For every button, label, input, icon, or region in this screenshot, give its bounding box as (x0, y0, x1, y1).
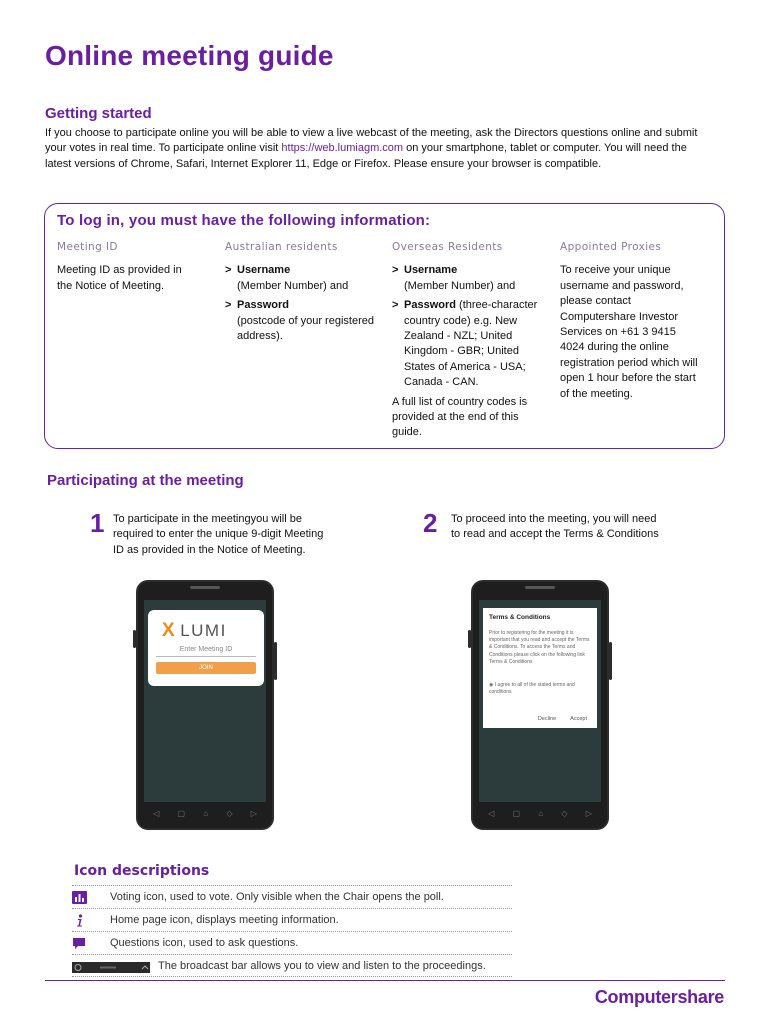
decline-button[interactable]: Decline (537, 716, 557, 722)
computershare-logo: Computershare (594, 987, 724, 1007)
proxies-head: Appointed Proxies (560, 241, 662, 253)
broadcast-bar-description: The broadcast bar allows you to view and listen to the proceedings. (158, 960, 486, 972)
questions-icon (72, 937, 87, 950)
icon-descriptions-heading: Icon descriptions (74, 863, 210, 879)
getting-started-heading: Getting started (45, 105, 152, 122)
footer-divider (45, 980, 725, 981)
accept-button[interactable]: Accept (570, 716, 587, 722)
menu-icon: ◇ (226, 808, 233, 818)
arrow-icon: > (392, 299, 399, 312)
phone-speaker (525, 586, 555, 589)
login-heading: To log in, you must have the following information: (57, 212, 431, 229)
phone-terms (471, 580, 609, 830)
list-item (72, 954, 512, 977)
arrow-icon: > (225, 299, 232, 312)
phone-side-button (274, 642, 277, 680)
arrow-icon: > (392, 264, 399, 277)
meeting-id-column (57, 240, 197, 294)
back-icon: ◁ (488, 808, 495, 818)
phone-side-button (468, 630, 471, 648)
meeting-id-field[interactable] (156, 656, 256, 657)
australian-username: > Username (Member Number) and (225, 263, 375, 294)
phone-nav-bar (479, 806, 601, 820)
proxies-text: To receive your unique username and password, please contact Computershare Investor Services on +61 3 9415 4024 during the online registration period which will open 1 hour before the start of the meeting. (560, 264, 698, 400)
terms-title: Terms & Conditions (489, 614, 551, 621)
terms-dialog (483, 608, 597, 728)
forward-icon: ▷ (585, 808, 592, 818)
australian-head: Australian residents (225, 241, 338, 253)
meeting-id-text: Meeting ID as provided in the Notice of Meeting. (57, 264, 182, 292)
terms-body: Prior to registering for the meeting it is important that you read and accept the Terms & Conditions. To access the Terms and Conditions please click on the following link Terms & Conditions (489, 630, 590, 665)
overseas-head: Overseas Residents (392, 241, 503, 253)
phone-screen (479, 600, 601, 802)
questions-icon-description: Questions icon, used to ask questions. (110, 937, 299, 949)
list-item (72, 908, 512, 931)
home-icon: ⌂ (538, 808, 544, 818)
lumi-link[interactable]: https://web.lumiagm.com (281, 142, 404, 155)
proxies-column (560, 240, 700, 402)
getting-started-text: If you choose to participate online you will be able to view a live webcast of the meeting, ask the Directors questions online and submit your votes in real time. To participate online visit https://web.lumiagm.com on your smartphone, tablet or computer. You will need the latest versions of Chrome, Safari, Internet Explorer 11, Edge or Firefox. Please ensure your browser is compatible. (45, 127, 698, 170)
lumi-login-card (148, 610, 264, 686)
meeting-id-label: Enter Meeting ID (179, 646, 233, 653)
terms-actions (538, 716, 587, 722)
phone-speaker (190, 586, 220, 589)
forward-icon: ▷ (250, 808, 257, 818)
australian-column (225, 240, 375, 348)
step-1-number: 1 (90, 508, 105, 538)
phone-screen (144, 600, 266, 802)
phone-side-button (133, 630, 136, 648)
list-item (72, 931, 512, 954)
broadcast-bar-icon (72, 961, 150, 974)
home-info-icon (72, 914, 87, 927)
voting-icon (72, 891, 87, 904)
overseas-note: A full list of country codes is provided at the end of this guide. (392, 395, 528, 439)
home-icon-description: Home page icon, displays meeting information. (110, 914, 339, 926)
phone-side-button (609, 642, 612, 680)
home-icon: ⌂ (203, 808, 209, 818)
arrow-icon: > (225, 264, 232, 277)
terms-checkbox[interactable]: ◉ I agree to all of the stated terms and conditions (489, 682, 575, 696)
login-info-box (44, 203, 725, 449)
lumi-logo: X LUMI (162, 620, 227, 641)
participating-heading: Participating at the meeting (47, 472, 244, 489)
voting-icon-description: Voting icon, used to vote. Only visible when the Chair opens the poll. (110, 891, 444, 903)
phone-nav-bar (144, 806, 266, 820)
step-2-number: 2 (423, 508, 438, 538)
menu-icon: ◇ (561, 808, 568, 818)
overseas-column (392, 240, 552, 441)
back-icon: ◁ (153, 808, 160, 818)
recent-icon: ▢ (512, 808, 521, 818)
overseas-username: > Username (Member Number) and (392, 263, 552, 294)
join-button[interactable]: JOIN (156, 662, 256, 674)
overseas-password: > Password (three-character country code) e.g. New Zealand - NZL; United Kingdom - GBR; United States of America - USA; Canada - CAN. (392, 298, 552, 390)
australian-password: > Password (postcode of your registered address). (225, 298, 375, 344)
list-item (72, 885, 512, 908)
meeting-id-head: Meeting ID (57, 241, 118, 253)
recent-icon: ▢ (177, 808, 186, 818)
phone-meeting-id (136, 580, 274, 830)
step-1-text: To participate in the meetingyou will be required to enter the unique 9-digit Meeting ID as provided in the Notice of Meeting. (113, 513, 324, 556)
page-title: Online meeting guide (45, 40, 334, 71)
icon-descriptions-list (72, 885, 512, 977)
step-2-text: To proceed into the meeting, you will need to read and accept the Terms & Conditions (451, 513, 659, 541)
